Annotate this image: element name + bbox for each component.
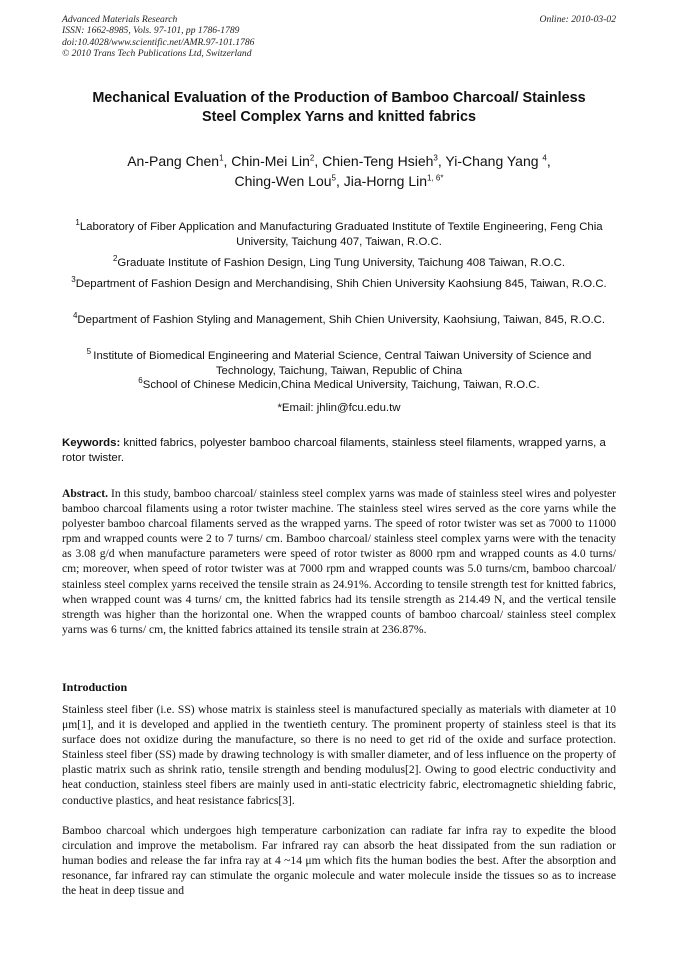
- author-name: , Yi-Chang Yang: [437, 153, 543, 169]
- abstract-text: In this study, bamboo charcoal/ stainless steel complex yarns was made of stainless steel wires and polyester bamboo charcoal filaments using a rotor twister machine. The stainless steel wires served as the core yarns while the polyester bamboo charcoal filaments served as the wrapped yarns. The speed of rotor twister was set as 7000 to 11000 rpm and wrapped counts were 2 to 7 turns/ cm. Bamboo charcoal/ stainless steel complex yarns were with the tenacity as 3.08 g/d when manufacture parameters were speed of rotor twister as 8000 rpm and wrapped counts as 4.0 turns/ cm; moreover, when speed of rotor twister was at 7000 rpm and wrapped counts was 5.0 turns/cm, bamboo charcoal/ stainless steel complex yarns received the tensile strain as 24.91%. According to tensile strength test for knitted fabrics, when wrapped count was 4 turns/ cm, the knitted fabrics had its tensile strength as 214.49 N, and the vertical tensile strength was higher than the horizontal one. When the wrapped counts of bamboo charcoal/ stainless steel complex yarns was 6 turns/ cm, the knitted fabrics attained its tensile strain at 236.87%.: [62, 487, 616, 636]
- author-name: An-Pang Chen: [127, 153, 220, 169]
- introduction-paragraph-1: Stainless steel fiber (i.e. SS) whose matrix is stainless steel is manufactured specially as materials with diameter at 10 μm[1], and it is developed and applied in the twentieth century. The prominent property of stainless steel is that its surface does not oxidize during the manufacture, so there is no need to get rid of the oxide and surface protection. Stainless steel fiber (SS) made by drawing technology is with smaller diameter, and of less influence on the property of plastic matrix such as shrink ratio, tensile strength and bending modulus[2]. Owing to good electric conductivity and heat conduction, stainless steel fibers are mainly used in anti-static electricity fabric, electromagnetic shielding fabric, conductive plastics, and heat resistance fabrics[3].: [62, 703, 616, 807]
- journal-header: [62, 14, 616, 60]
- author-list: [62, 152, 616, 191]
- online-date: Online: 2010-03-02: [539, 14, 616, 25]
- affiliation-text: Department of Fashion Design and Merchandising, Shih Chien University Kaohsiung 845, Taiwan, R.O.C.: [75, 278, 607, 290]
- affiliation-4: [64, 313, 614, 328]
- author-affil-mark: 1: [219, 153, 224, 163]
- author-affil-mark: 2: [309, 153, 315, 163]
- author-separator: ,: [546, 153, 551, 169]
- author-name: , Jia-Horng Lin: [335, 172, 428, 189]
- author-line-2: [62, 172, 616, 192]
- corresponding-email: *Email: jhlin@fcu.edu.tw: [277, 402, 401, 414]
- issn-line: ISSN: 1662-8985, Vols. 97-101, pp 1786-1789: [62, 25, 240, 37]
- keywords-label: Keywords:: [62, 437, 121, 449]
- copyright-line: © 2010 Trans Tech Publications Ltd, Switzerland: [62, 48, 252, 60]
- author-name: , Chien-Teng Hsieh: [314, 153, 434, 169]
- title-line-1: Mechanical Evaluation of the Production of Bamboo Charcoal/ Stainless: [92, 90, 586, 106]
- abstract-section: [62, 486, 616, 637]
- author-affil-mark: 1, 6*: [427, 172, 444, 182]
- affiliation-text: School of Chinese Medicin,China Medical University, Taichung, Taiwan, R.O.C.: [142, 379, 540, 391]
- affiliation-5: [64, 349, 614, 378]
- affiliation-mark: 1: [75, 218, 80, 228]
- affiliation-text: Laboratory of Fiber Application and Manufacturing Graduated Institute of Textile Engineering, Feng Chia University, Taichung 407, Taiwan, R.O.C.: [79, 221, 603, 248]
- affiliation-3: [64, 277, 614, 292]
- author-affil-mark: 3: [433, 153, 438, 163]
- affiliation-mark: 5: [86, 347, 94, 357]
- affiliation-2: [64, 256, 614, 271]
- doi-line: doi:10.4028/www.scientific.net/AMR.97-101.1786: [62, 36, 255, 48]
- affiliation-mark: 4: [72, 311, 78, 321]
- author-name: Ching-Wen Lou: [234, 172, 332, 189]
- author-affil-mark: 4: [542, 153, 547, 163]
- title-line-2: Steel Complex Yarns and knitted fabrics: [201, 109, 477, 125]
- journal-name: Advanced Materials Research: [62, 14, 178, 25]
- affiliation-text: Institute of Biomedical Engineering and Material Science, Central Taiwan University of Science and Technology, Taichung, Taiwan, Republic of China: [93, 350, 592, 377]
- affiliation-mark: 3: [71, 275, 76, 285]
- affiliation-1: [64, 220, 614, 249]
- author-affil-mark: 5: [331, 172, 336, 182]
- affiliation-mark: 6: [138, 376, 143, 386]
- author-name: , Chin-Mei Lin: [223, 153, 310, 169]
- introduction-heading: Introduction: [62, 680, 128, 694]
- affiliation-mark: 2: [112, 254, 118, 264]
- abstract-label: Abstract.: [62, 487, 109, 500]
- paper-title: [62, 89, 616, 127]
- introduction-paragraph-2: Bamboo charcoal which undergoes high temperature carbonization can radiate far infra ray to expedite the blood circulation and improve the metabolism. Far infrared ray can absorb the heat dissipated from the sun radiation or human bodies and release the far infra ray at 4 ~14 μm which fits the human bodies the best. After the absorption and resonance, far infrared ray can stimulate the organic molecule and water molecule inside the tissues so as to increase the heat in deep tissue and: [62, 824, 616, 898]
- affiliation-text: Graduate Institute of Fashion Design, Ling Tung University, Taichung 408 Taiwan, R.O.C.: [117, 257, 566, 269]
- keywords-section: [62, 436, 616, 465]
- author-line-1: [62, 152, 616, 172]
- affiliation-text: Department of Fashion Styling and Management, Shih Chien University, Kaohsiung, Taiwan, 845, R.O.C.: [77, 314, 606, 326]
- keywords-text: knitted fabrics, polyester bamboo charcoal filaments, stainless steel filaments, wrapped yarns, a rotor twister.: [62, 437, 606, 464]
- affiliation-6: [64, 378, 614, 393]
